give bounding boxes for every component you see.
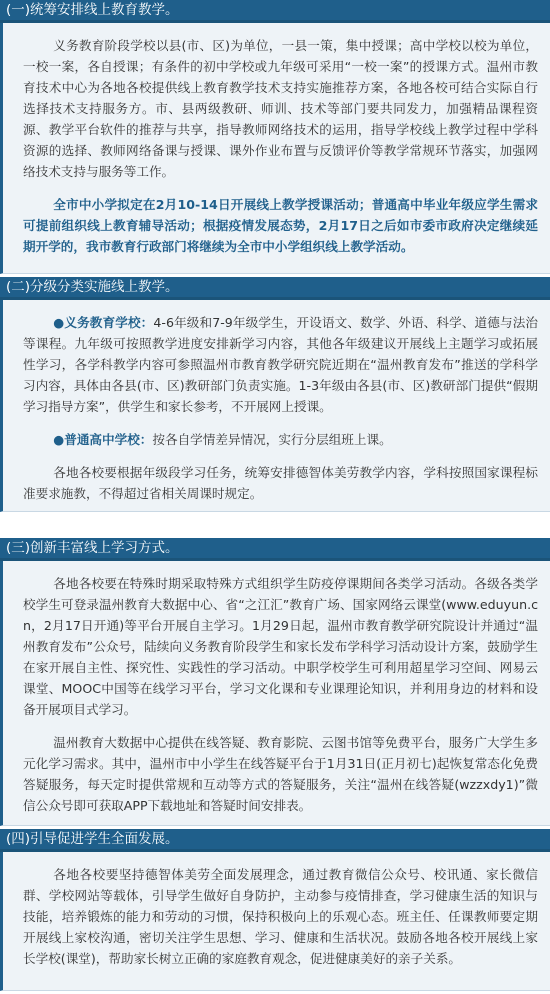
bullet-icon: ●: [53, 315, 65, 330]
section-2-item-highschool: [23, 429, 538, 450]
section-3-title: (三)创新丰富线上学习方式。: [0, 538, 550, 561]
section-1-body: [0, 23, 550, 274]
section-2-title: (二)分级分类实施线上教学。: [0, 277, 550, 300]
section-1: [0, 0, 550, 274]
section-2-item-compulsory: [23, 312, 538, 417]
bullet-icon: ●: [53, 432, 65, 447]
section-2-closing: 各地各校要根据年级段学习任务，统筹安排德智体美劳教学内容，学科按照国家课程标准要求施教，不得超过省相关周课时规定。: [23, 465, 538, 501]
section-3-paragraph-2: 温州教育大数据中心提供在线答疑、教育影院、云图书馆等免费平台，服务广大学生多元化学习需求。其中，温州市中小学生在线答疑平台于1月31日(正月初七)起恢复常态化免费答疑服务，每天定时提供常规和互动等方式的答疑服务，关注“温州在线答疑(wzzxdy1)”微信公众号即可获取APP下载地址和答疑时间安排表。: [23, 735, 538, 813]
section-2: [0, 277, 550, 512]
item-lead-highschool: 普通高中学校：: [64, 432, 153, 447]
section-3-paragraph-1: 各地各校要在特殊时期采取特殊方式组织学生防疫停课期间各类学习活动。各级各类学校学生可登录温州教育大数据中心、省“之江汇”教育广场、国家网络云课堂(www.eduyun.cn，2月17日开通)等平台开展自主学习。1月29日起，温州市教育教学研究院设计并通过“温州教育发布”公众号，陆续向义务教育阶段学生和家长发布学科学习活动设计方案，鼓励学生在家开展自主性、探究性、实践性的学习活动。中职学校学生可利用超星学习空间、网易云课堂、MOOC中国等在线学习平台，学习文化课和专业课理论知识，并利用身边的材料和设备开展项目式学习。: [23, 576, 538, 717]
section-4-body: [0, 852, 550, 991]
section-1-title: (一)统筹安排线上教育教学。: [0, 0, 550, 23]
section-4: [0, 829, 550, 991]
section-4-paragraph-1: 各地各校要坚持德智体美劳全面发展理念，通过教育微信公众号、校讯通、家长微信群、学校网站等载体，引导学生做好自身防护，主动参与疫情排查，学习健康生活的知识与技能，培养锻炼的能力和劳动的习惯，保持积极向上的乐观心态。班主任、任课教师要定期开展线上家校沟通，密切关注学生思想、学习、健康和生活状况。鼓励各地各校开展线上家长学校(课堂)，帮助家长树立正确的家庭教育观念，促进健康美好的亲子关系。: [23, 867, 538, 966]
item-text-highschool: 按各自学情差异情况，实行分层组班上课。: [152, 432, 392, 447]
item-text-compulsory: 4-6年级和7-9年级学生，开设语文、数学、外语、科学、道德与法治等课程。九年级可按照教学进度安排新学习内容，其他各年级建议开展线上主题学习或拓展性学习，各学科教学内容可参照温州市教育教学研究院近期在“温州教育发布”推送的学科学习内容，具体由各县(市、区)教研部门负责实施。1-3年级由各县(市、区)教研部门提供“假期学习指导方案”，供学生和家长参考，不开展网上授课。: [23, 315, 539, 414]
section-1-paragraph-1: 义务教育阶段学校以县(市、区)为单位，一县一策，集中授课；高中学校以校为单位，一校一案，各自授课；有条件的初中学校或九年级可采用“一校一案”的授课方式。温州市教育技术中心为各地各校提供线上教育教学技术支持实施推荐方案，各地各校可结合实际自行选择技术支持服务方。市、县两级教研、师训、技术等部门要共同发力，加强精品课程资源、教学平台软件的推荐与共享，指导教师网络技术的运用，指导学校线上教学过程中学科资源的选择、教师网络备课与授课、课外作业布置与反馈评价等教学常规环节落实，加强网络技术支持与服务等工作。: [23, 38, 538, 179]
section-3-body: [0, 561, 550, 826]
item-lead-compulsory: 义务教育学校：: [64, 315, 154, 330]
section-1-highlight-paragraph: 全市中小学拟定在2月10-14日开展线上教学授课活动；普通高中毕业年级应学生需求可提前组织线上教育辅导活动；根据疫情发展态势，2月17日之后如市委市政府决定继续延期开学的，我市教育行政部门将继续为全市中小学组织线上教学活动。: [23, 197, 538, 254]
section-2-body: [0, 300, 550, 512]
section-3: [0, 538, 550, 826]
section-4-title: (四)引导促进学生全面发展。: [0, 829, 550, 852]
